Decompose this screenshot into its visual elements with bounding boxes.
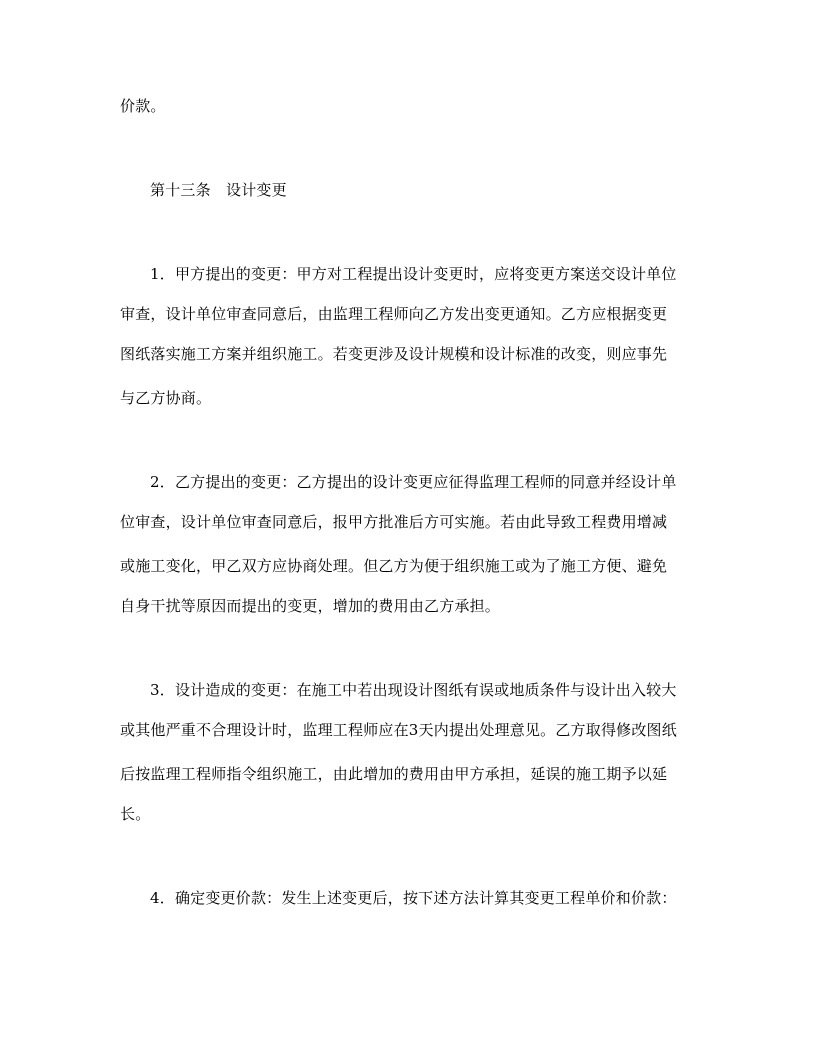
text-line: 价款。 — [120, 97, 166, 115]
text-line: 2．乙方提出的变更：乙方提出的设计变更应征得监理工程师的同意并经设计单 — [150, 473, 677, 491]
section-heading: 第十三条 设计变更 — [150, 181, 287, 199]
text-line: 1．甲方提出的变更：甲方对工程提出设计变更时，应将变更方案送交设计单位 — [150, 265, 677, 283]
text-line: 3．设计造成的变更：在施工中若出现设计图纸有误或地质条件与设计出入较大 — [150, 681, 677, 699]
text-line: 与乙方协商。 — [120, 389, 212, 407]
text-line: 图纸落实施工方案并组织施工。若变更涉及设计规模和设计标准的改变，则应事先 — [120, 345, 668, 363]
text-line: 长。 — [120, 805, 151, 823]
text-line: 4．确定变更价款：发生上述变更后，按下述方法计算其变更工程单价和价款： — [150, 889, 677, 907]
text-line: 自身干扰等原因而提出的变更，增加的费用由乙方承担。 — [120, 597, 501, 615]
text-line: 或其他严重不合理设计时，监理工程师应在3天内提出处理意见。乙方取得修改图纸 — [120, 721, 677, 739]
text-line: 或施工变化，甲乙双方应协商处理。但乙方为便于组织施工或为了施工方便、避免 — [120, 557, 668, 575]
text-line: 后按监理工程师指令组织施工，由此增加的费用由甲方承担，延误的施工期予以延 — [120, 765, 668, 783]
text-line: 位审查，设计单位审查同意后，报甲方批准后方可实施。若由此导致工程费用增减 — [120, 513, 668, 531]
text-line: 审查，设计单位审查同意后，由监理工程师向乙方发出变更通知。乙方应根据变更 — [120, 305, 668, 323]
